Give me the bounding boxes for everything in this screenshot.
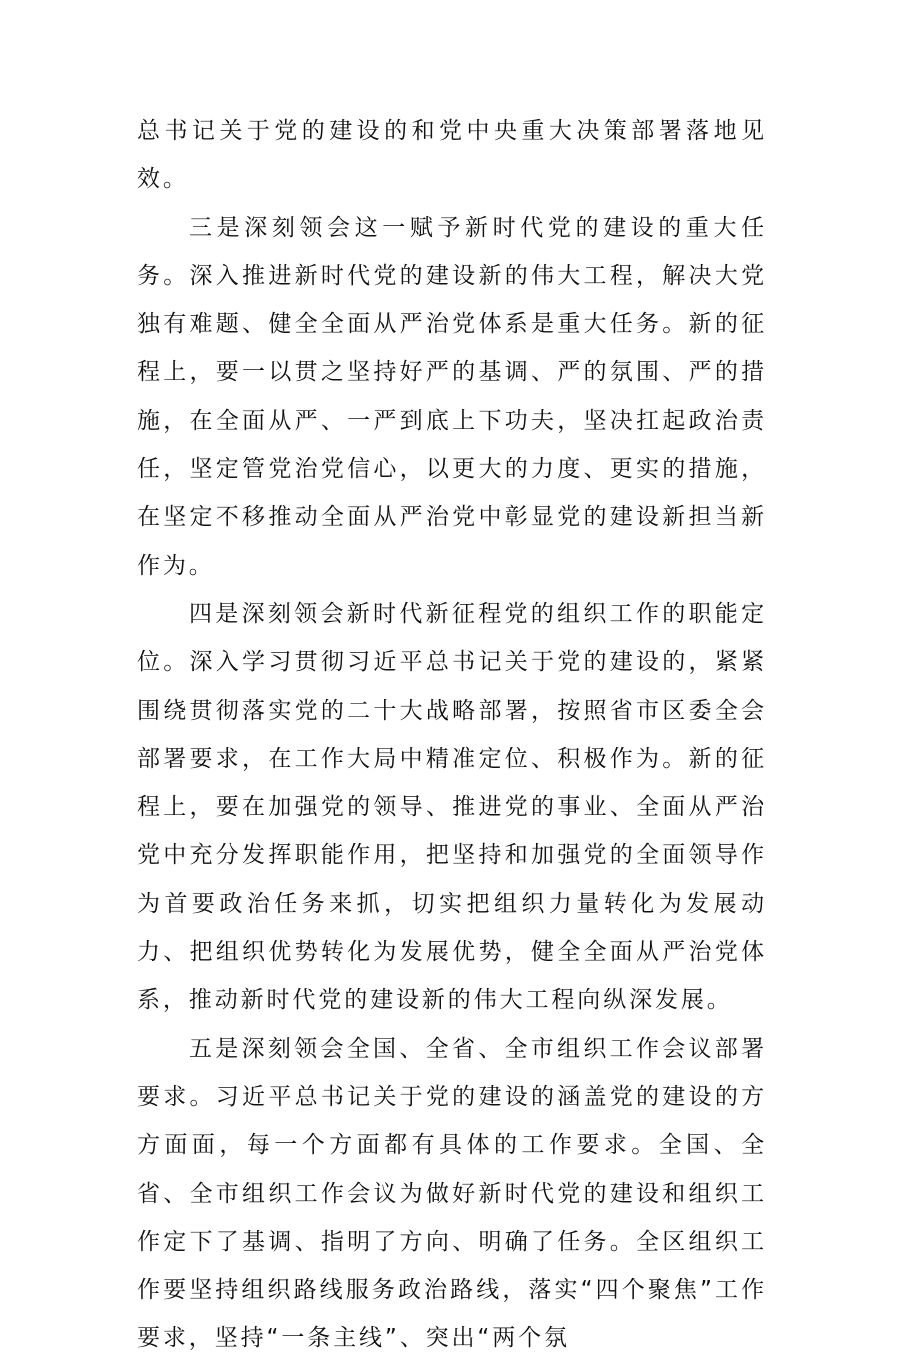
paragraph-point-five: 五是深刻领会全国、全省、全市组织工作会议部署要求。习近平总书记关于党的建设的涵盖党的建设的方方面面，每一个方面都有具体的工作要求。全国、全省、全市组织工作会议为做好新时代党的建设和组织工作定下了基调、指明了方向、明确了任务。全区组织工作要坚持组织路线服务政治路线，落实“四个聚焦”工作要求，坚持“一条主线”、突出“两个氛 bbox=[137, 1035, 767, 1352]
body-text bbox=[137, 107, 767, 1363]
paragraph-point-four: 四是深刻领会新时代新征程党的组织工作的职能定位。深入学习贯彻习近平总书记关于党的建设的，紧紧围绕贯彻落实党的二十大战略部署，按照省市区委全会部署要求，在工作大局中精准定位、积极作为。新的征程上，要在加强党的领导、推进党的事业、全面从严治党中充分发挥职能作用，把坚持和加强党的全面领导作为首要政治任务来抓，切实把组织力量转化为发展动力、把组织优势转化为发展优势，健全全面从严治党体系，推动新时代党的建设新的伟大工程向纵深发展。 bbox=[137, 600, 767, 1014]
paragraph-continuation: 总书记关于党的建设的和党中央重大决策部署落地见效。 bbox=[137, 118, 767, 193]
paragraph-point-three: 三是深刻领会这一赋予新时代党的建设的重大任务。深入推进新时代党的建设新的伟大工程，解决大党独有难题、健全全面从严治党体系是重大任务。新的征程上，要一以贯之坚持好严的基调、严的氛围、严的措施，在全面从严、一严到底上下功夫，坚决扛起政治责任，坚定管党治党信心，以更大的力度、更实的措施，在坚定不移推动全面从严治党中彰显党的建设新担当新作为。 bbox=[137, 214, 767, 579]
